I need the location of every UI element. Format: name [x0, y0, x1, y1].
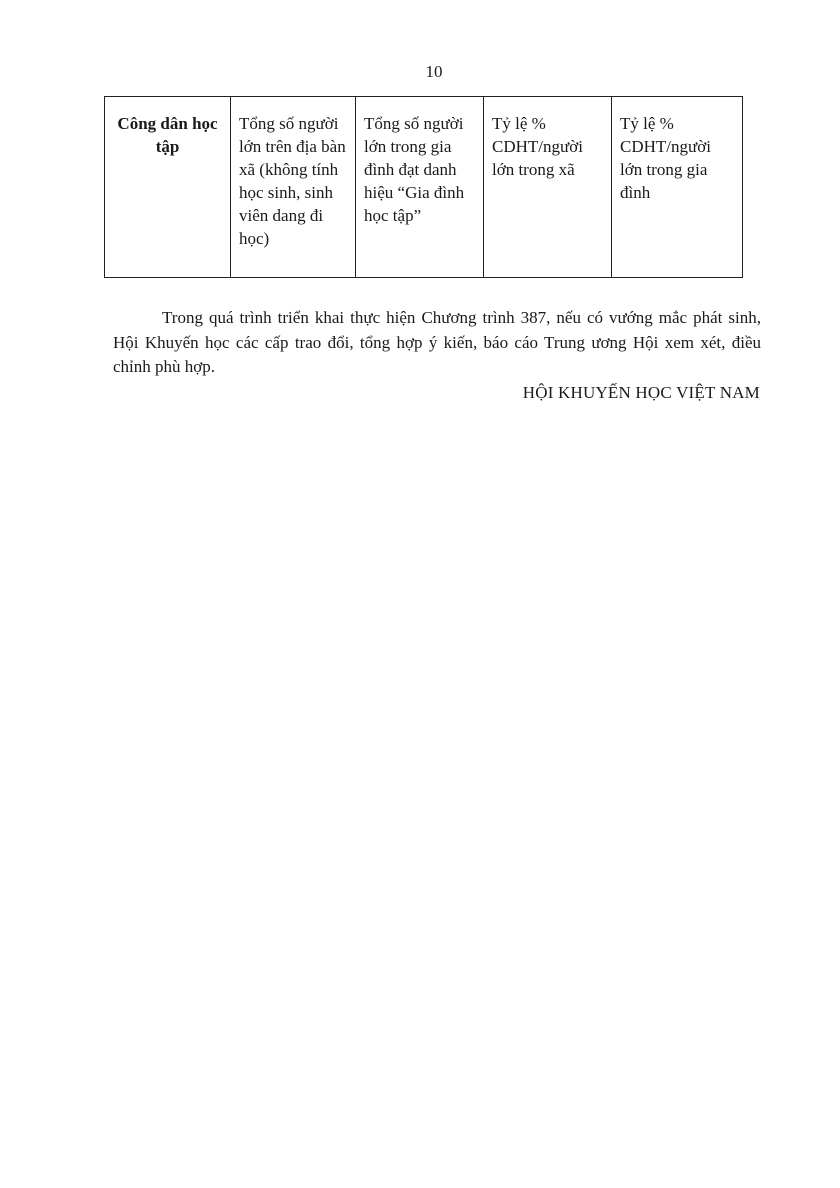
table-row [105, 97, 743, 278]
table-cell-total-adults-family: Tổng số người lớn trong gia đình đạt danh hiệu “Gia đình học tập” [356, 97, 484, 278]
criteria-table [104, 96, 743, 278]
page-number: 10 [425, 62, 443, 81]
body-paragraph: Trong quá trình triển khai thực hiện Chương trình 387, nếu có vướng mắc phát sinh, Hội Khuyến học các cấp trao đổi, tổng hợp ý kiến, báo cáo Trung ương Hội xem xét, điều chỉnh phù hợp. [113, 308, 761, 376]
table-cell-total-adults-commune: Tổng số người lớn trên địa bàn xã (không tính học sinh, sinh viên dang đi học) [231, 97, 356, 278]
table-cell-ratio-family: Tỷ lệ % CDHT/người lớn trong gia đình [612, 97, 743, 278]
table-cell-ratio-commune: Tỷ lệ % CDHT/người lớn trong xã [484, 97, 612, 278]
table-cell-row-label: Công dân học tập [105, 97, 231, 278]
signature-organization: HỘI KHUYẾN HỌC VIỆT NAM [522, 383, 760, 402]
